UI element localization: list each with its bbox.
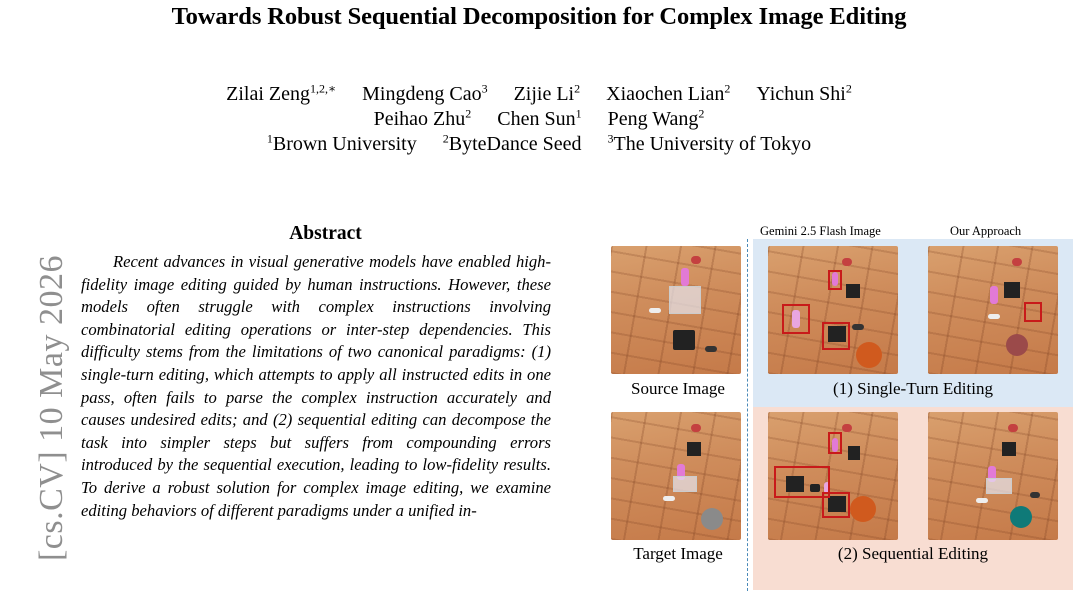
affiliation: $^1$Brown University xyxy=(266,131,417,155)
gemini-sequential-image xyxy=(768,412,898,540)
authors-row-1 xyxy=(0,82,1078,107)
ours-sequential-image xyxy=(928,412,1058,540)
affiliation: $^3$The University of Tokyo xyxy=(607,131,812,155)
highlight-box xyxy=(828,432,842,454)
author-name: Chen Sun$^1$ xyxy=(497,106,582,130)
caption-target: Target Image xyxy=(633,544,723,563)
author-name: Zijie Li$^2$ xyxy=(513,81,581,105)
caption-single-turn: (1) Single-Turn Editing xyxy=(833,379,993,398)
caption-sequential: (2) Sequential Editing xyxy=(837,544,989,563)
author-name: Peihao Zhu$^2$ xyxy=(373,106,472,130)
author-name: Xiaochen Lian$^2$ xyxy=(606,81,731,105)
column-label-ours: Our Approach xyxy=(950,224,1022,238)
affiliations-row xyxy=(0,132,1078,157)
authors-row-2 xyxy=(0,107,1078,132)
abstract-text: Recent advances in visual generative models have enabled high-fidelity image editing guided by human instructions. However, these models often struggle with complex instructions involving combinatorial editing operations or inter-step dependencies. This difficulty stems from the limitations of two canonical paradigms: (1) single-turn editing, which attempts to apply all instructed edits in one pass, often fails to parse the complex instruction accurately and causes undesired edits; and (2) sequential editing can decompose the task into simpler steps but suffers from compounding errors introduced by the sequential execution, leading to low-fidelity results. To derive a robust solution for complex image editing, we examine editing behaviors of different paradigms under a unified in- xyxy=(81,252,551,520)
arxiv-stamp: [cs.CV] 10 May 2026 xyxy=(33,254,70,562)
target-image xyxy=(611,412,741,540)
author-block xyxy=(0,82,1078,157)
affiliation: $^2$ByteDance Seed xyxy=(442,131,582,155)
highlight-box xyxy=(782,304,810,334)
highlight-box xyxy=(828,270,842,290)
paper-title: Towards Robust Sequential Decomposition for Complex Image Editing xyxy=(171,3,907,30)
highlight-box xyxy=(1024,302,1042,322)
abstract-heading: Abstract xyxy=(289,223,362,244)
highlight-box xyxy=(822,492,850,518)
caption-source: Source Image xyxy=(631,379,725,398)
author-name: Yichun Shi$^2$ xyxy=(756,81,852,105)
author-name: Mingdeng Cao$^3$ xyxy=(362,81,488,105)
abstract-body xyxy=(81,251,551,522)
highlight-box xyxy=(822,322,850,350)
dashed-divider xyxy=(747,239,748,591)
author-name: Peng Wang$^2$ xyxy=(607,106,705,130)
column-label-gemini: Gemini 2.5 Flash Image xyxy=(760,224,881,238)
author-name: Zilai Zeng$^{1,2,∗}$ xyxy=(226,81,337,105)
source-image xyxy=(611,246,741,374)
ours-single-turn-image xyxy=(928,246,1058,374)
teaser-figure xyxy=(608,222,1078,596)
gemini-single-turn-image xyxy=(768,246,898,374)
